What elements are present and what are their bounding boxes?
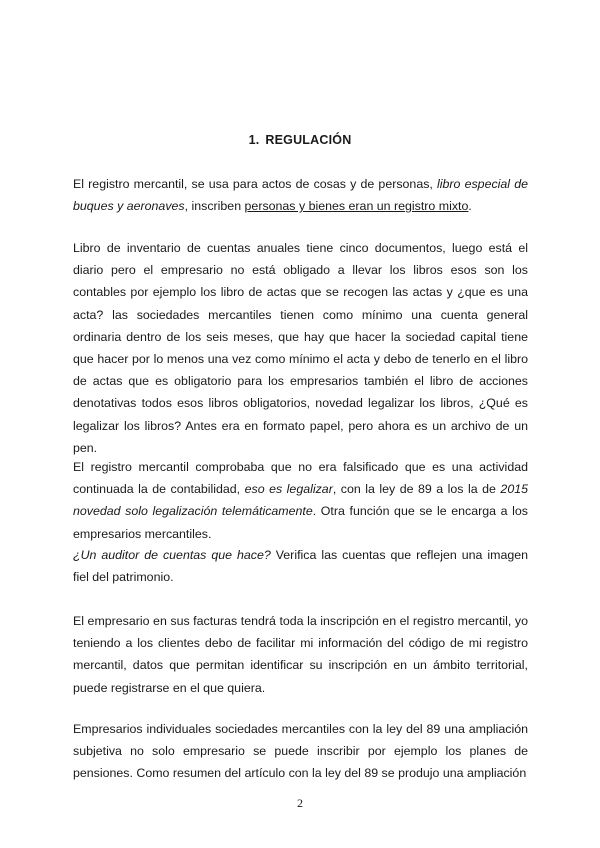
section-title: REGULACIÓN	[265, 133, 352, 147]
italic-question: ¿Un auditor de cuentas que hace?	[73, 548, 271, 562]
paragraph-libro-inventario: Libro de inventario de cuentas anuales tiene cinco documentos, luego está el diario pero el empresario no está obligado a llevar los libros esos son los contables por ejemplo los libro de actas que se recogen las actas y ¿que es una acta? las sociedades mercantiles tienen como mínimo una cuenta general ordinaria dentro de los seis meses, que hay que hacer la sociedad capital tiene que hacer por lo menos una vez como mínimo el acta y debo de tenerlo en el libro de actas que es obligatorio para los empresarios también el libro de acciones denotativas todos esos libros obligatorios, novedad legalizar los libros, ¿Qué es legalizar los libros? Antes era en formato papel, pero ahora es un archivo de un pen.	[73, 241, 528, 455]
paragraph-text: .	[468, 199, 472, 214]
underlined-phrase: personas y bienes eran un registro mixto	[244, 199, 469, 214]
paragraph-auditor	[73, 544, 528, 588]
section-heading	[0, 133, 600, 147]
section-number: 1.	[248, 133, 260, 147]
paragraph-text: El registro mercantil, se usa para actos de cosas y de personas,	[73, 177, 438, 191]
paragraph-empresarios-individuales: Empresarios individuales sociedades mercantiles con la ley del 89 una ampliación subjetiva no solo empresario se puede inscribir por ejemplo los planes de pensiones. Como resumen del artículo con la ley del 89 se produjo una ampliación	[73, 722, 528, 781]
paragraph-text: El registro mercantil comprobaba que no era falsificado que es una actividad continuada la de contabilidad,	[73, 460, 528, 497]
italic-phrase: libro especial de buques y aeronaves	[73, 177, 528, 214]
paragraph-text: , inscriben	[184, 199, 245, 214]
paragraph-comprobacion	[73, 456, 528, 545]
paragraph-text: . Otra función que se le encarga a los empresarios mercantiles.	[73, 504, 528, 541]
paragraph-registro-mercantil	[73, 173, 528, 217]
paragraph-text: Verifica las cuentas que reflejen una imagen fiel del patrimonio.	[73, 548, 529, 585]
page-number: 2	[297, 796, 303, 810]
italic-phrase: 2015 novedad solo legalización telemáticamente	[73, 482, 528, 519]
paragraph-text: , con la ley de 89 a los la de	[332, 482, 501, 497]
italic-phrase: eso es legalizar	[244, 482, 333, 497]
paragraph-facturas: El empresario en sus facturas tendrá toda la inscripción en el registro mercantil, yo teniendo a los clientes debo de facilitar mi información del código de mi registro mercantil, datos que permitan identificar su inscripción en un ámbito territorial, puede registrarse en el que quiera.	[73, 614, 528, 695]
